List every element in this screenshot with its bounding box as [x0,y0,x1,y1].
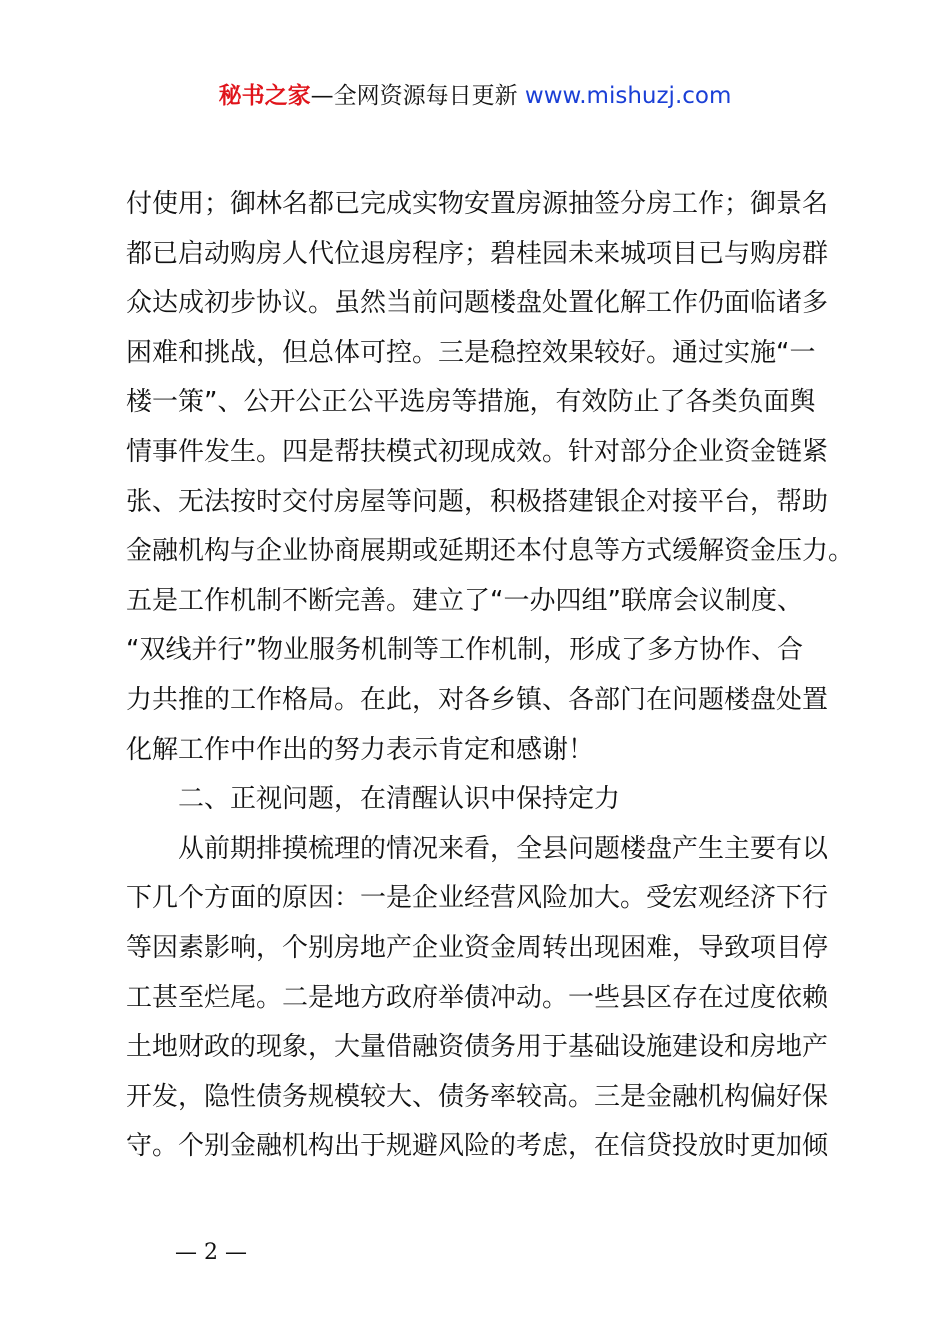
body-line: 张、无法按时交付房屋等问题，积极搭建银企对接平台，帮助 [126,486,829,517]
body-line: 力共推的工作格局。在此，对各乡镇、各部门在问题楼盘处置 [126,684,829,715]
body-line: 化解工作中作出的努力表示肯定和感谢！ [126,734,595,765]
body-line: 开发，隐性债务规模较大、债务率较高。三是金融机构偏好保 [126,1081,829,1112]
body-line: 从前期排摸梳理的情况来看，全县问题楼盘产生主要有以 [178,833,829,864]
body-line: 下几个方面的原因：一是企业经营风险加大。受宏观经济下行 [126,883,829,914]
page-number: — 2 — [175,1240,247,1265]
brand-name: 秘书之家 [218,83,311,109]
body-line: 都已启动购房人代位退房程序；碧桂园未来城项目已与购房群 [126,238,829,269]
body-line: 工甚至烂尾。二是地方政府举债冲动。一些县区存在过度依赖 [126,982,829,1013]
header-tagline: —全网资源每日更新 [310,83,518,109]
body-line: 土地财政的现象，大量借融资债务用于基础设施建设和房地产 [126,1032,829,1063]
body-line: 众达成初步协议。虽然当前问题楼盘处置化解工作仍面临诸多 [126,288,829,319]
body-line: 困难和挑战，但总体可控。三是稳控效果较好。通过实施“一 [126,337,816,368]
document-body [126,180,855,1172]
body-line: 付使用；御林名都已完成实物安置房源抽签分房工作；御景名 [126,189,829,219]
body-line: 五是工作机制不断完善。建立了“一办四组”联席会议制度、 [126,585,803,616]
section-heading: 二、正视问题，在清醒认识中保持定力 [178,784,621,815]
body-line: 情事件发生。四是帮扶模式初现成效。针对部分企业资金链紧 [126,436,829,467]
body-line: 楼一策”、公开公正公平选房等措施，有效防止了各类负面舆 [126,387,816,418]
body-line: 守。个别金融机构出于规避风险的考虑，在信贷投放时更加倾 [126,1131,829,1162]
body-line: 金融机构与企业协商展期或延期还本付息等方式缓解资金压力。 [126,536,855,567]
site-url-link[interactable]: www.mishuzj.com [524,83,732,109]
body-line: 等因素影响，个别房地产企业资金周转出现困难，导致项目停 [126,932,829,963]
page-header [0,80,950,112]
body-line: “双线并行”物业服务机制等工作机制，形成了多方协作、合 [126,635,803,666]
